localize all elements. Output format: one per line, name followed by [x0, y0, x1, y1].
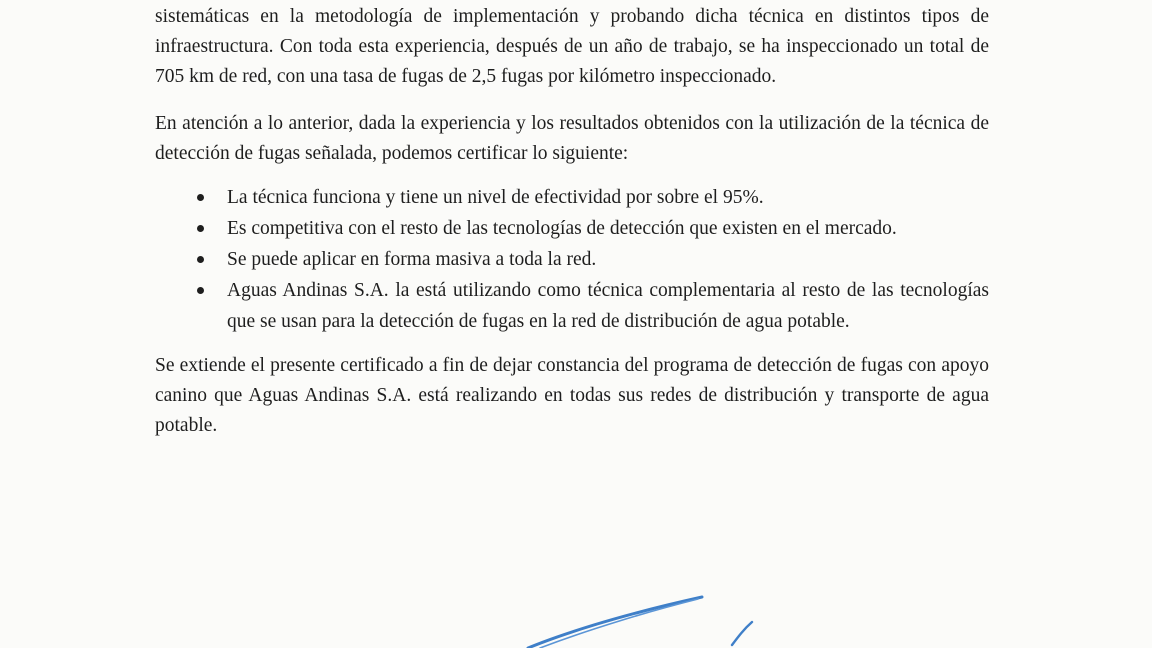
bullet-icon — [197, 256, 204, 263]
list-item-text: Aguas Andinas S.A. la está utilizando como técnica complementaria al resto de las tecnologías que se usan para la detección de fugas en la red de distribución de agua potable. — [227, 280, 989, 332]
list-item-text: La técnica funciona y tiene un nivel de efectividad por sobre el 95%. — [227, 187, 764, 208]
signature-mark — [500, 585, 780, 648]
list-item-text: Es competitiva con el resto de las tecnologías de detección que existen en el mercado. — [227, 218, 897, 239]
paragraph-closing: Se extiende el presente certificado a fin de dejar constancia del programa de detección de fugas con apoyo canino que Aguas Andinas S.A. está realizando en todas sus redes de distribución y transporte de agua potable. — [155, 355, 989, 436]
bullet-icon — [197, 287, 204, 294]
paragraph-results: sistemáticas en la metodología de implementación y probando dicha técnica en distintos tipos de infraestructura. Con toda esta experiencia, después de un año de trabajo, se ha inspeccionado un total de 705 km de red, con una tasa de fugas de 2,5 fugas por kilómetro inspeccionado. — [155, 6, 989, 87]
bullet-icon — [197, 225, 204, 232]
bullet-icon — [197, 194, 204, 201]
certification-list — [155, 182, 989, 337]
list-item — [155, 275, 989, 337]
list-item — [155, 182, 989, 213]
paragraph-certify-intro: En atención a lo anterior, dada la experiencia y los resultados obtenidos con la utilización de la técnica de detección de fugas señalada, podemos certificar lo siguiente: — [155, 113, 989, 164]
list-item — [155, 244, 989, 275]
list-item-text: Se puede aplicar en forma masiva a toda la red. — [227, 249, 597, 270]
list-item — [155, 213, 989, 244]
document-page — [155, 2, 989, 441]
